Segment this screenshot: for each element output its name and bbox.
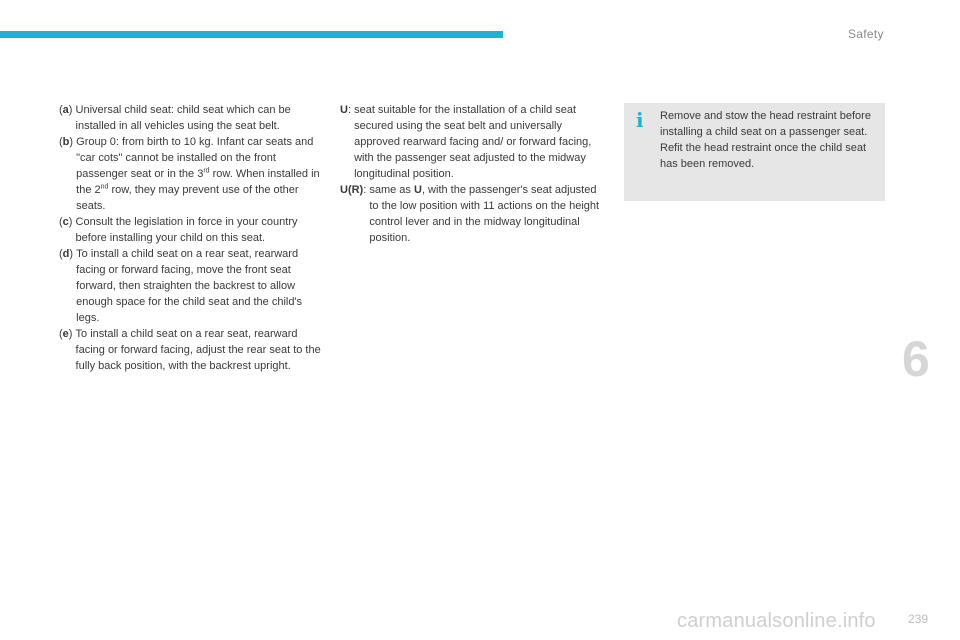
chapter-number: 6 xyxy=(902,331,930,387)
note-text: same as U, with the passenger's seat adjusted to the low position with 11 actions on the height control lever and in the midway longitudinal position. xyxy=(369,184,600,244)
note-text: Consult the legislation in force in your country before installing your child on this seat. xyxy=(75,216,298,244)
note-e xyxy=(59,326,324,374)
info-icon: i xyxy=(636,108,644,132)
note-ur xyxy=(340,182,605,246)
note-text: To install a child seat on a rear seat, rearward facing or forward facing, adjust the rear seat to the fully back position, with the backrest upright. xyxy=(75,328,321,372)
note-key: (e) xyxy=(59,328,76,340)
note-key: (b) xyxy=(59,136,77,148)
note-u xyxy=(340,102,605,182)
info-text: Remove and stow the head restraint before installing a child seat on a passenger seat. Refit the head restraint once the child seat has been removed. xyxy=(660,110,871,170)
info-box xyxy=(624,103,885,201)
child-seat-notes-right xyxy=(340,102,605,246)
note-key: U(R): xyxy=(340,184,370,196)
watermark: carmanualsonline.info xyxy=(677,610,876,632)
note-key: (a) xyxy=(59,104,76,116)
note-a xyxy=(59,102,324,134)
note-d xyxy=(59,246,324,326)
section-title: Safety xyxy=(848,27,884,41)
note-text: To install a child seat on a rear seat, rearward facing or forward facing, move the front seat forward, then straighten the backrest to allow enough space for the child seat and the child's legs. xyxy=(76,248,303,324)
page-number: 239 xyxy=(908,612,929,626)
note-text: Universal child seat: child seat which can be installed in all vehicles using the seat belt. xyxy=(75,104,291,132)
note-b xyxy=(59,134,324,214)
note-text: Group 0: from birth to 10 kg. Infant car seats and "car cots" cannot be installed on the front passenger seat or in the 3rd row. When installed in the 2nd row, they may prevent use of the other seats. xyxy=(76,136,320,212)
note-key: U: xyxy=(340,104,355,116)
note-c xyxy=(59,214,324,246)
child-seat-notes-left xyxy=(59,102,324,374)
note-key: (d) xyxy=(59,248,77,260)
note-text: seat suitable for the installation of a child seat secured using the seat belt and universally approved rearward facing and/ or forward facing, with the passenger seat adjusted to the midway longitudinal position. xyxy=(354,104,592,180)
note-key: (c) xyxy=(59,216,76,228)
section-color-bar xyxy=(0,31,503,38)
